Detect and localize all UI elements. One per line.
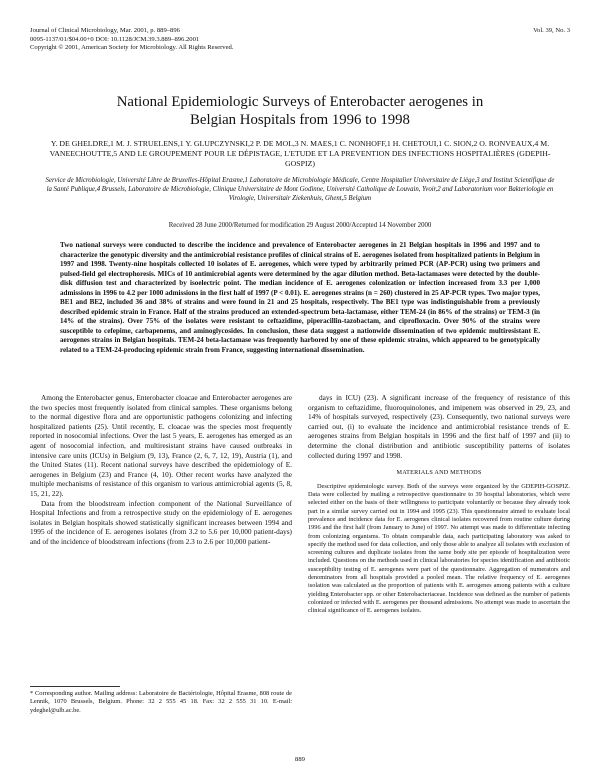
abstract: Two national surveys were conducted to describe the incidence and prevalence of Enterobacter aerogenes in 21 Belgian hospitals in 1996 and 1997 and to characterize the genotypic diversity and the antimicrobial resistance profiles of clinical strains of E. aerogenes isolated from hospitalized patients in Belgium in 1997 and 1998. Twenty-nine hospitals collected 10 isolates of E. aerogenes, which were typed by arbitrarily primed PCR (AP-PCR) using two primers and pulsed-field gel electrophoresis. MICs of 10 antimicrobial agents were determined by the agar dilution method. Beta-lactamases were detected by the double-disk diffusion test and characterized by isoelectric point. The median incidence of E. aerogenes colonization or infection increased from 3.3 per 1,000 admissions in 1996 to 4.2 per 1000 admissions in the first half of 1997 (P < 0.01). E. aerogenes strains (n = 260) clustered in 25 AP-PCR types. Two major types, BE1 and BE2, included 36 and 38% of strains and were found in 21 and 25 hospitals, respectively. The BE1 type was indistinguishable from a previously described epidemic strain in France. Half of the strains produced an extended-spectrum beta-lactamase, either TEM-24 (in 86% of the strains) or TEM-3 (in 14% of the strains). Over 75% of the isolates were resistant to ceftazidime, piperacillin-tazobactam, and ciprofloxacin. Over 90% of the strains were susceptible to cefepime, carbapenems, and aminoglycosides. In conclusion, these data suggest a nationwide dissemination of two epidemic multiresistant E. aerogenes strains in Belgian hospitals. TEM-24 beta-lactamase was frequently harbored by one of these epidemic strains, which appeared to be genotypically related to a TEM-24-producing epidemic strain from France, suggesting international dissemination.: [60, 241, 540, 354]
right-column: [308, 393, 570, 616]
intro-paragraph-3: days in ICU) (23). A significant increase of the frequency of resistance of this organism to ceftazidime, fluoroquinolones, and imipenem was observed in 29, 23, and 14% of hospitals surveyed, respectively (23). Consequently, two national surveys were carried out, (i) to evaluate the incidence and antimicrobial resistance trends of E. aerogenes strains from Belgian hospitals in 1996 and the first half of 1997 and (ii) to determine the clonal distribution and antibiotic susceptibility patterns of isolates collected during 1997 and 1998.: [308, 393, 570, 460]
journal-line: Journal of Clinical Microbiology, Mar. 2001, p. 889–896: [30, 27, 180, 34]
intro-paragraph-1: Among the Enterobacter genus, Enterobacter cloacae and Enterobacter aerogenes are the two species most frequently isolated from clinical samples. These organisms belong to the normal digestive flora and are opportunistic pathogens colonizing and infecting hospitalized patients (25). Until recently, E. cloacae was the species most frequently reported in nosocomial infections. Over the last 5 years, E. aerogenes has emerged as an agent of nosocomial infection, and multiresistant strains have caused outbreaks in intensive care units (ICUs) in Belgium (9, 13), France (2, 6, 7, 12, 19), Austria (1), and the United States (11). Recent national surveys have described the epidemiology of E. aerogenes in Belgium (23) and France (4, 10). Other recent works have analyzed the multiple mechanisms of resistance of this organism to various antimicrobial agents (5, 8, 15, 21, 22).: [30, 393, 292, 498]
volume-label: Vol. 39, No. 3: [533, 27, 570, 34]
affiliations: Service de Microbiologie, Université Libre de Bruxelles-Hôpital Erasme,1 Laboratoire de Microbiologie Médicale, Centre Hospitalier Universitaire de Liège,3 and Institut Scientifique de la Santé Publique,4 Brussels, Laboratoire de Microbiologie, Clinique Universitaire de Mont Godinne, Université Catholique de Louvain, Yvoir,2 and Laboratorium voor Bakteriologie en Virologie, Universitair Ziekenhuis, Ghent,5 Belgium: [45, 177, 555, 202]
issn-line: 0095-1137/01/$04.00+0 DOI: 10.1128/JCM.39.3.889–896.2001: [30, 35, 200, 43]
left-column: [30, 393, 292, 547]
author-list: Y. DE GHELDRE,1 M. J. STRUELENS,1 Y. GLUPCZYNSKI,2 P. DE MOL,3 N. MAES,1 C. NONHOFF,1 H. CHETOUI,1 C. SION,2 O. RONVEAUX,4 M. VANEECHOUTTE,5 AND LE GROUPEMENT POUR LE DÉPISTAGE, L'ETUDE ET LA PREVENTION DES INFECTIONS HOSPITALIÈRES (GDEPIH-GOSPIZ): [49, 139, 551, 168]
section-heading: MATERIALS AND METHODS: [396, 469, 482, 477]
title-line-2: Belgian Hospitals from 1996 to 1998: [190, 112, 410, 128]
page-number: 889: [295, 756, 305, 763]
title-line-1: National Epidemiologic Surveys of Enterobacter aerogenes in: [116, 94, 484, 110]
received-dates: Received 28 June 2000/Returned for modification 29 August 2000/Accepted 14 November 2000: [168, 222, 432, 229]
copyright-line: Copyright © 2001, American Society for Microbiology. All Rights Reserved.: [30, 44, 234, 52]
corresponding-author-footnote: * Corresponding author. Mailing address: Laboratoire de Bactériologie, Hôpital Erasme, 808 route de Lennik, 1070 Brussels, Belgium. Phone: 32 2 555 45 18. Fax: 32 2 555 31 10. E-mail: ydeghel@ulb.ac.be.: [30, 690, 292, 714]
article-title: [40, 93, 560, 129]
footnote-divider: [30, 686, 120, 687]
journal-header: [30, 27, 233, 53]
methods-paragraph: Descriptive epidemiologic survey. Both of the surveys were organized by the GDEPIH-GOSPIZ. Data were collected by mailing a retrospective questionnaire to 39 hospital laboratories, which were selected either on the basis of their willingness to participate voluntarily or because they already took part in a similar survey carried out in 1994 and 1995 (23). This questionnaire aimed to evaluate local prevalence and incidence data for E. aerogenes clinical isolates recovered from routine culture during 1996 and the first half (from January to June) of 1997. No attempt was made to differentiate infecting from colonizing organisms. To obtain comparable data, each participating laboratory was asked to specify the method used for data collection, and only those able to analyze all isolates with exclusion of screening cultures and duplicate isolates from the same body site per episode of hospitalization were included. Questions on the methods used in clinical laboratories for species identification and antibiotic susceptibility testing of E. aerogenes were part of the questionnaire. Aggregation of numerators and denominators from all hospitals provided a pooled mean. The relative frequency of E. aerogenes isolation was calculated as the proportion of patients with E. aerogenes among patients with a culture yielding Enterobacter spp. or other Enterobacteriaceae. Incidence was defined as the number of patients colonized or infected with E. aerogenes per thousand admissions. No attempt was made to ascertain the clinical significance of E. aerogenes isolates.: [308, 482, 570, 615]
intro-paragraph-2: Data from the bloodstream infection component of the National Surveillance of Hospital Infections and from a retrospective study on the epidemiology of E. aerogenes isolates in Belgian hospitals showed statistically significant increases between 1994 and 1995 of the incidence of E. aerogenes isolates (from 3.2 to 5.6 per 10,000 patient-days) and of the incidence of bloodstream infections (from 2.3 to 2.6 per 10,000 patient-: [30, 498, 292, 546]
